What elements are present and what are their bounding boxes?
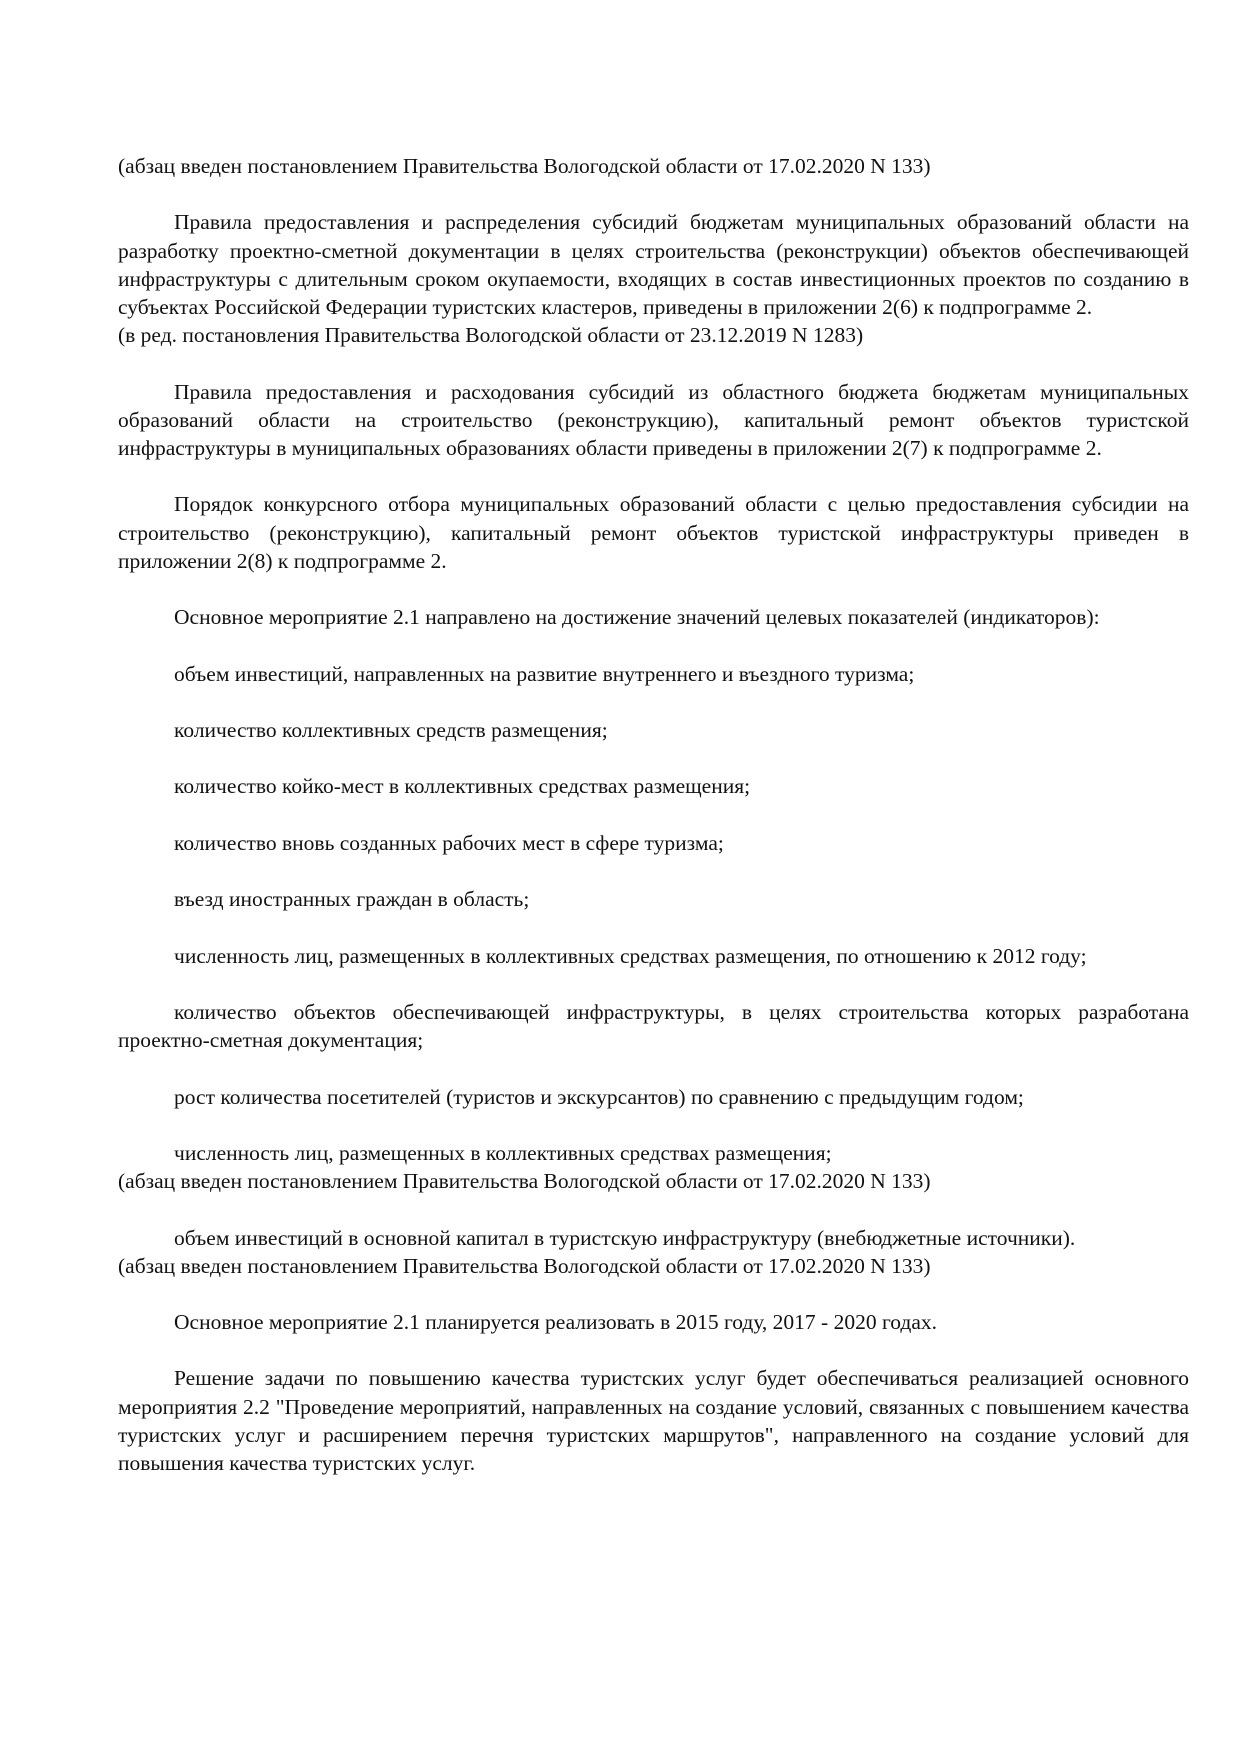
amendment-note: (абзац введен постановлением Правительства Вологодской области от 17.02.2020 N 133) [118,154,931,178]
document-page [118,152,1189,1477]
indicator-item: объем инвестиций, направленных на развитие внутреннего и въездного туризма; [174,661,915,686]
indicator-item: количество коллективных средств размещения; [174,717,608,742]
paragraph: Правила предоставления и расходования субсидий из областного бюджета бюджетам муниципальных образований области на строительство (реконструкцию), капитальный ремонт объектов туристской инфраструктуры в муниципальных образованиях области приведены в приложении 2(7) к подпрограмме 2. [118,379,1189,460]
indicator-item: численность лиц, размещенных в коллективных средствах размещения, по отношению к 2012 году; [174,943,1087,968]
indicator-item [118,1224,1189,1280]
indicator-item: количество вновь созданных рабочих мест в сфере туризма; [174,830,724,855]
amendment-note: (абзац введен постановлением Правительства Вологодской области от 17.02.2020 N 133) [118,1169,931,1194]
paragraph: Порядок конкурсного отбора муниципальных образований области с целью предоставления субсидии на строительство (реконструкцию), капитальный ремонт объектов туристской инфраструктуры приведен в приложении 2(8) к подпрограмме 2. [118,492,1189,573]
indicator-item [118,1139,1189,1195]
indicator-item: количество койко-мест в коллективных средствах размещения; [174,774,751,799]
amendment-note: (абзац введен постановлением Правительства Вологодской области от 17.02.2020 N 133) [118,1253,931,1278]
indicator-item: количество объектов обеспечивающей инфраструктуры, в целях строительства которых разработана проектно-сметная документация; [118,999,1189,1053]
paragraph-text: Правила предоставления и распределения субсидий бюджетам муниципальных образований области на разработку проектно-сметной документации в целях строительства (реконструкции) объектов обеспечивающей инфраструктуры с длительным сроком окупаемости, входящих в состав инвестиционных проектов по созданию в субъектах Российской Федерации туристских кластеров, приведены в приложении 2(6) к подпрограмме 2. [118,210,1189,319]
amendment-note: (в ред. постановления Правительства Вологодской области от 23.12.2019 N 1283) [118,323,864,348]
indicator-item: рост количества посетителей (туристов и экскурсантов) по сравнению с предыдущим годом; [174,1084,1024,1109]
paragraph: Основное мероприятие 2.1 планируется реализовать в 2015 году, 2017 - 2020 годах. [174,1310,937,1335]
paragraph: Решение задачи по повышению качества туристских услуг будет обеспечиваться реализацией основного мероприятия 2.2 "Проведение мероприятий, направленных на создание условий, связанных с повышением качества туристских услуг и расширением перечня туристских маршрутов", направленного на создание условий для повышения качества туристских услуг. [118,1366,1189,1476]
paragraph [118,208,1189,349]
paragraph-text: объем инвестиций в основной капитал в туристскую инфраструктуру (внебюджетные источники). [174,1225,1076,1250]
paragraph-text: численность лиц, размещенных в коллективных средствах размещения; [174,1140,832,1165]
paragraph: Основное мероприятие 2.1 направлено на достижение значений целевых показателей (индикаторов): [174,605,1100,630]
indicator-item: въезд иностранных граждан в область; [174,887,530,912]
